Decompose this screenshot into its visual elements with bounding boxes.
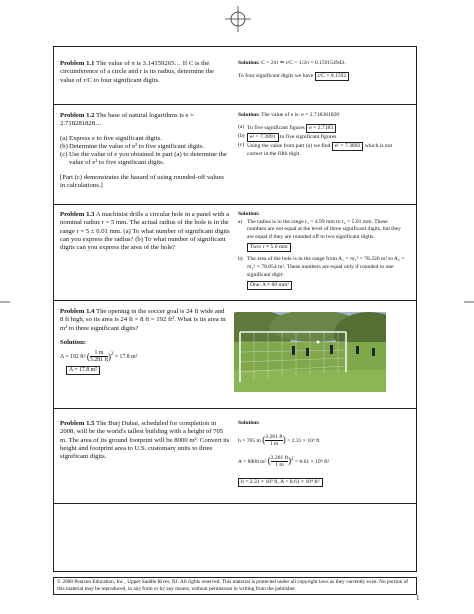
page-number: 1 (416, 594, 420, 602)
part-c: (c) Use the value of e you obtained in part (a) to determine the value of e² to five significant digits. (60, 151, 227, 167)
solution-text: To four significant digits we have (238, 72, 314, 79)
answer-box: e² = 7.3892 (332, 142, 364, 151)
problem-text: A machinist drills a circular hole in a panel with a nominal radius r = 5 mm. The actual radius of the hole is in the range r = 5 ± 0.01 mm. (a) To what number of significant digits can you express the radius? (b) To what number of significant digits can you express the area of the hole? (60, 211, 230, 252)
solution-part-c: (c) Using the value from part (a) we find e² = 7.3892 which is not correct in the fifth digit. (238, 141, 393, 157)
solution-label: Solution: (238, 211, 260, 217)
problem-title: Problem 1.4 (60, 308, 95, 315)
solution-label: Solution: (60, 338, 87, 346)
divider (53, 503, 417, 504)
problem-1-2 (60, 112, 230, 190)
solution-equation-area: A = 8000 m² ( $\frac{3.281 ft}{1 m}$ )$^2$ = 8.61 × 10⁴ ft² (238, 454, 330, 468)
solution-label: Solution: (238, 60, 260, 66)
part-a: (a) Express e to five significant digits. (60, 134, 162, 142)
problem-1-1 (60, 60, 230, 85)
problem-text: The base of natural logarithms is e = 2.718281828… (60, 112, 194, 128)
crop-mark-right-icon (464, 292, 474, 312)
copyright-footer: © 2008 Pearson Education, Inc., Upper Saddle River, NJ. All rights reserved. This material is protected under all copyright laws as they currently exist. No portion of this material may be reproduced, in any form or by any means, without permission in writing from the publisher. (53, 577, 417, 595)
answer-box: One: A ≈ 80 mm² (247, 281, 292, 290)
problem-title: Problem 1.3 (60, 211, 95, 218)
problem-title: Problem 1.2 (60, 112, 95, 119)
solution-label: Solution: (238, 112, 260, 118)
solution-part-b: (b) e² = 7.3891 to five significant figures (238, 132, 337, 140)
crop-mark-left-icon (0, 292, 10, 312)
divider (53, 408, 417, 409)
problem-1-5 (60, 420, 230, 461)
problem-note: [Part (c) demonstrates the hazard of using rounded-off values in calculations.] (60, 173, 225, 190)
registration-mark-icon (225, 6, 251, 32)
solution-1-2 (238, 112, 408, 158)
solution-equation: A = 192 ft² ( $\frac{1 m}{3.281 ft}$ )$^2$ = 17.8 m² (60, 350, 138, 364)
problem-title: Problem 1.1 (60, 60, 95, 67)
problem-text: The Burj Dubai, scheduled for completion in 2008, will be the world's tallest building with a height of 705 m. The area of its ground footprint will be 8000 m². Convert its height and footprint area to U.S. customary units to three significant digits. (60, 420, 230, 461)
soccer-goal-photo (234, 312, 386, 392)
answer-box: e² = 7.3891 (247, 133, 279, 142)
problem-1-3 (60, 211, 230, 252)
solution-label: Solution: (238, 420, 260, 426)
solution-part-a: a) The radius is in the range r₁ = 4.99 mm to r₂ = 5.01 mm. These numbers are not equal at the level of three significant digits, but they are equal if they are rounded off to two significant digits. (238, 218, 401, 240)
answer-box: A = 17.8 m² (66, 366, 100, 375)
problem-title: Problem 1.5 (60, 420, 95, 427)
problem-1-4 (60, 308, 228, 375)
solution-1-3 (238, 211, 408, 290)
answer-box: r/C = 0.1592 (315, 72, 349, 81)
solution-1-5 (238, 420, 413, 487)
answer-box: Two: r ≈ 5.0 mm (247, 243, 291, 252)
solution-intro: The value of e is: e = 2.718281828 (261, 112, 340, 118)
solution-1-1 (238, 60, 408, 81)
solution-equation: C = 2πr ⇒ r/C = 1/2π = 0.159154943. (261, 60, 346, 66)
solution-part-a: (a) To five significant figures e = 2.7183 (238, 124, 408, 133)
solution-part-b: b) The area of the hole is in the range from A₁ = πr₁² = 78.226 m² to A₂ = πr₂² = 78.854 m². These numbers are equal only if rounded to one significant digit: (238, 256, 405, 278)
problem-text: The opening in the soccer goal is 24 ft wide and 8 ft high, so its area is 24 ft × 8 ft = 192 ft². What is its area in m² to three significant digits? (60, 308, 226, 332)
answer-box: e = 2.7183 (306, 124, 336, 133)
divider (53, 104, 417, 105)
part-b: (b) Determine the value of e² to five significant digits. (60, 142, 205, 150)
divider (53, 204, 417, 205)
solution-equation-height: h = 705 m ( $\frac{3.281 ft}{1 m}$ ) = 2.31 × 10³ ft (238, 433, 320, 447)
answer-box: h = 2.31 × 10³ ft, A = 8.61 × 10⁴ ft² (238, 478, 323, 487)
problem-text: The value of π is 3.14159265… If C is the circumference of a circle and r is its radius, determine the value of r/C to four significant digits. (60, 60, 214, 84)
divider (53, 300, 417, 301)
